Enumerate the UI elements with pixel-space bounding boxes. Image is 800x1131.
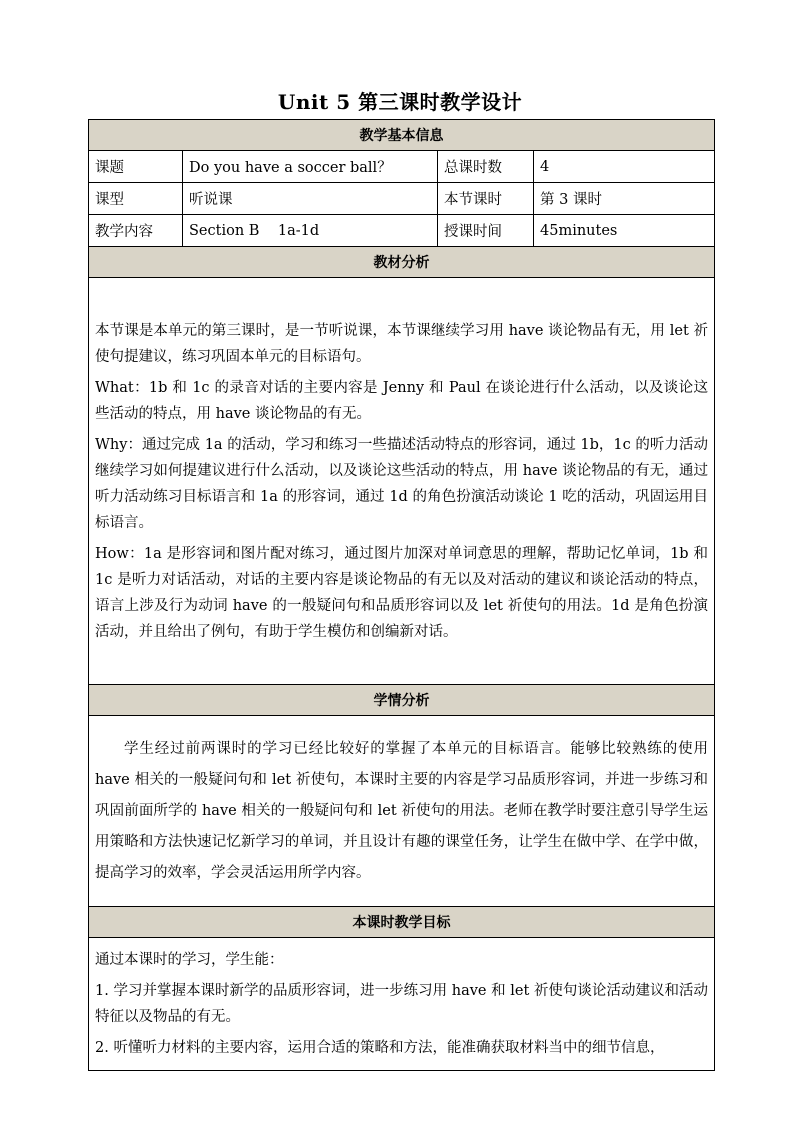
section-header-material: 教材分析 xyxy=(89,247,715,278)
info-key: 授课时间 xyxy=(438,215,534,247)
section-header-objectives: 本课时教学目标 xyxy=(89,907,715,938)
objective-item: 2. 听懂听力材料的主要内容，运用合适的策略和方法，能准确获取材料当中的细节信息， xyxy=(95,1040,665,1056)
info-row xyxy=(89,151,715,183)
info-key: 总课时数 xyxy=(438,151,534,183)
info-key: 教学内容 xyxy=(89,215,183,247)
info-row xyxy=(89,215,715,247)
objectives-content xyxy=(89,938,715,1071)
material-paragraph: 本节课是本单元的第三课时，是一节听说课，本节课继续学习用 have 谈论物品有无，用 let 祈使句提建议，练习巩固本单元的目标语句。 xyxy=(95,322,708,365)
info-value: 45minutes xyxy=(534,215,715,247)
material-paragraph: What：1b 和 1c 的录音对话的主要内容是 Jenny 和 Paul 在谈论进行什么活动，以及谈论这些活动的特点，用 have 谈论物品的有无。 xyxy=(95,379,708,422)
objective-item: 通过本课时的学习，学生能： xyxy=(95,952,284,968)
learner-analysis-content xyxy=(89,716,715,907)
info-value: 第 3 课时 xyxy=(534,183,715,215)
document-title: Unit 5 第三课时教学设计 xyxy=(277,90,523,114)
section-header-learner: 学情分析 xyxy=(89,685,715,716)
info-key: 课题 xyxy=(89,151,183,183)
section-header-basic-info: 教学基本信息 xyxy=(89,120,715,151)
info-key: 课型 xyxy=(89,183,183,215)
material-paragraph: How：1a 是形容词和图片配对练习，通过图片加深对单词意思的理解，帮助记忆单词，1b 和 1c 是听力对话活动，对话的主要内容是谈论物品的有无以及对活动的建议和谈论活动的特点，语言上涉及行为动词 have 的一般疑问句和品质形容词以及 let 祈使句的用法。1d 是角色扮演活动，并且给出了例句，有助于学生模仿和创编新对话。 xyxy=(95,545,708,640)
learner-paragraph: 学生经过前两课时的学习已经比较好的掌握了本单元的目标语言。能够比较熟练的使用 have 相关的一般疑问句和 let 祈使句，本课时主要的内容是学习品质形容词，并进一步练习和巩固前面所学的 have 相关的一般疑问句和 let 祈使句的用法。老师在教学时要注意引导学生运用策略和方法快速记忆新学习的单词，并且设计有趣的课堂任务，让学生在做中学、在学中做，提高学习的效率，学会灵活运用所学内容。 xyxy=(95,740,708,881)
info-key: 本节课时 xyxy=(438,183,534,215)
material-analysis-content xyxy=(89,278,715,685)
info-row xyxy=(89,183,715,215)
objective-item: 1. 学习并掌握本课时新学的品质形容词，进一步练习用 have 和 let 祈使句谈论活动建议和活动特征以及物品的有无。 xyxy=(95,983,708,1025)
info-value: 4 xyxy=(534,151,715,183)
info-value: 听说课 xyxy=(183,183,438,215)
info-value: Section B 1a-1d xyxy=(183,215,438,247)
info-value: Do you have a soccer ball？ xyxy=(183,151,438,183)
material-paragraph: Why：通过完成 1a 的活动，学习和练习一些描述活动特点的形容词，通过 1b，1c 的听力活动继续学习如何提建议进行什么活动，以及谈论这些活动的特点，用 have 谈论物品的有无，通过听力活动练习目标语言和 1a 的形容词，通过 1d 的角色扮演活动谈论 1 吃的活动，巩固运用目标语言。 xyxy=(95,436,708,531)
lesson-plan-table xyxy=(88,119,715,1071)
